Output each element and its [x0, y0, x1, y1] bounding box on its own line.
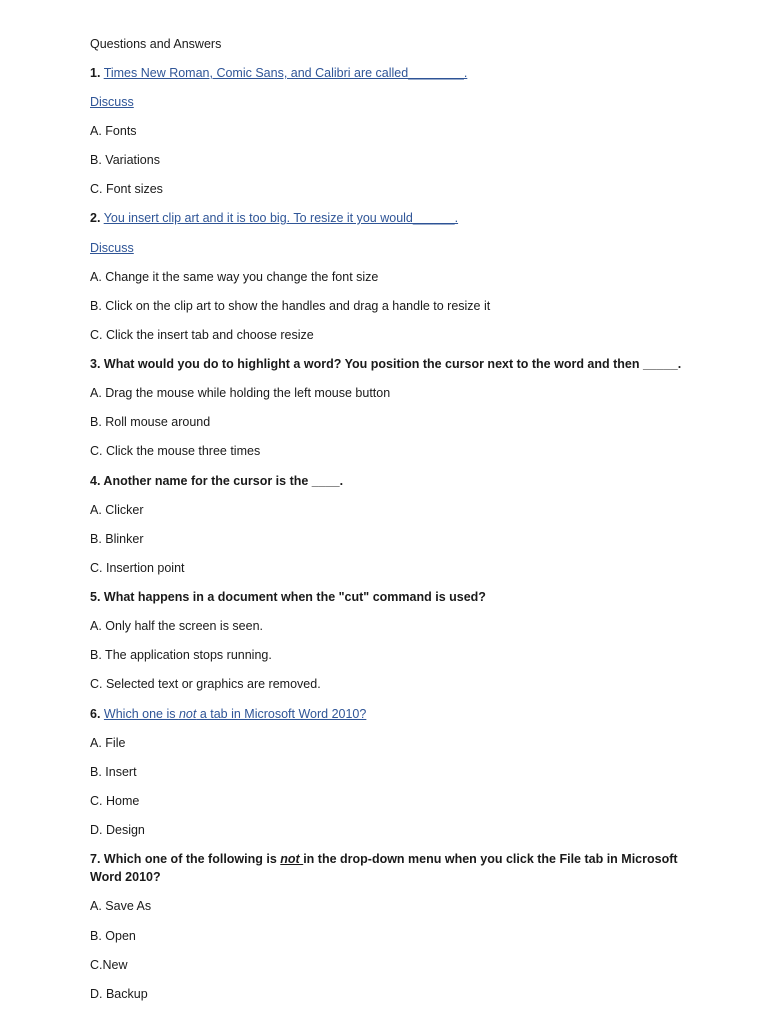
document-title: Questions and Answers	[90, 37, 222, 51]
q1-option-c: C. Font sizes	[90, 182, 163, 196]
question-2	[90, 209, 708, 227]
q1-option-b: B. Variations	[90, 153, 160, 167]
question-2-link[interactable]: You insert clip art and it is too big. To resize it you would______.	[103, 211, 459, 225]
q4-option-b: B. Blinker	[90, 532, 144, 546]
q7-option-d: D. Backup	[90, 987, 148, 1001]
question-4: 4. Another name for the cursor is the ____.	[90, 474, 344, 488]
q6-text-pre: Which one is	[103, 707, 179, 721]
question-number: 2.	[90, 211, 101, 225]
q5-option-c: C. Selected text or graphics are removed.	[90, 677, 321, 691]
question-7	[90, 850, 708, 886]
question-5: 5. What happens in a document when the "cut" command is used?	[90, 590, 486, 604]
q3-option-b: B. Roll mouse around	[90, 415, 211, 429]
q2-option-c: C. Click the insert tab and choose resize	[90, 328, 314, 342]
q6-text-post: a tab in Microsoft Word 2010?	[196, 707, 367, 721]
q2-option-a: A. Change it the same way you change the font size	[90, 270, 379, 284]
q5-option-b: B. The application stops running.	[90, 648, 272, 662]
discuss-link-1[interactable]: Discuss	[90, 95, 134, 109]
q4-option-c: C. Insertion point	[90, 561, 185, 575]
q3-option-a: A. Drag the mouse while holding the left mouse button	[90, 386, 391, 400]
question-number: 6.	[90, 707, 101, 721]
q7-text-pre: 7. Which one of the following is	[90, 852, 281, 866]
question-6-link[interactable]	[104, 707, 366, 721]
q6-option-c: C. Home	[90, 794, 140, 808]
q3-option-c: C. Click the mouse three times	[90, 444, 261, 458]
question-3: 3. What would you do to highlight a word? You position the cursor next to the word and then _____.	[90, 357, 682, 371]
q6-option-b: B. Insert	[90, 765, 137, 779]
q1-option-a: A. Fonts	[90, 124, 137, 138]
q6-option-a: A. File	[90, 736, 126, 750]
q7-text-emphasis: not	[280, 852, 304, 866]
question-1	[90, 64, 708, 82]
discuss-link-2[interactable]: Discuss	[90, 241, 134, 255]
q6-option-d: D. Design	[90, 823, 145, 837]
q7-option-c: C.New	[90, 958, 128, 972]
q7-text-post: in the drop-down menu when you click the File tab in Microsoft Word 2010?	[90, 852, 678, 884]
q2-option-b: B. Click on the clip art to show the handles and drag a handle to resize it	[90, 299, 491, 313]
question-1-link[interactable]: Times New Roman, Comic Sans, and Calibri are called________.	[103, 66, 468, 80]
q6-text-emphasis: not	[178, 707, 197, 721]
question-6	[90, 705, 708, 723]
q4-option-a: A. Clicker	[90, 503, 144, 517]
question-number: 1.	[90, 66, 101, 80]
q5-option-a: A. Only half the screen is seen.	[90, 619, 264, 633]
q7-option-a: A. Save As	[90, 899, 152, 913]
q7-option-b: B. Open	[90, 929, 136, 943]
